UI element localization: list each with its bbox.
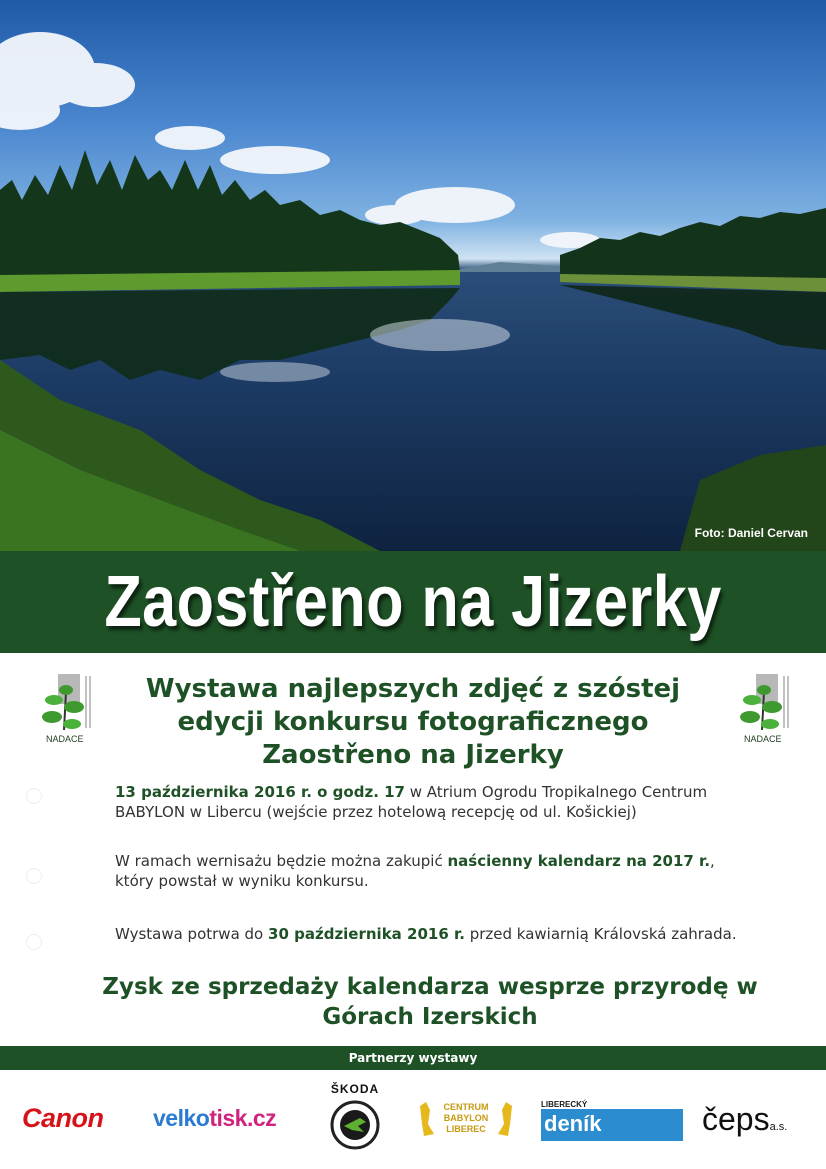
ceps-suffix: a.s. [769, 1121, 788, 1133]
velkotisk-logo-part: velko [153, 1105, 210, 1131]
calendar-highlight: naścienny kalendarz na 2017 r. [447, 852, 711, 870]
calendar-paragraph [115, 851, 755, 891]
velkotisk-logo [153, 1105, 276, 1132]
lake-forest-illustration [0, 0, 826, 551]
babylon-line: LIBEREC [446, 1124, 486, 1134]
opening-date: 13 października 2016 r. o godz. 17 [115, 783, 405, 801]
opening-date-paragraph [115, 782, 755, 822]
photo-credit: Foto: Daniel Cervan [694, 526, 808, 540]
skoda-wordmark: ŠKODA [330, 1082, 380, 1096]
babylon-line: CENTRUM [443, 1102, 489, 1112]
bullet-marker [26, 788, 42, 804]
babylon-line: BABYLON [443, 1113, 489, 1123]
landscape-photo [0, 0, 826, 551]
nadace-logo-left [24, 672, 106, 744]
closing-statement: Zysk ze sprzedaży kalendarza wesprze przyrodę w Górach Izerskich [102, 974, 758, 1030]
denik-top-label: LIBERECKÝ [541, 1100, 588, 1109]
ceps-wordmark: čeps [702, 1101, 770, 1137]
babylon-text [436, 1102, 496, 1135]
duration-text-end: przed kawiarnią Královská zahrada. [464, 925, 737, 943]
denik-wordmark: deník [541, 1109, 683, 1141]
calendar-text-start: W ramach wernisażu będzie można zakupić [115, 852, 448, 870]
skoda-logo [324, 1082, 386, 1154]
exhibition-headline: Wystawa najlepszych zdjęć z szóstej edycji konkursu fotograficznego Zaostřeno na Jizerky [145, 674, 681, 770]
opening-location: w Atrium Ogrodu Tropikalnego Centrum BABYLON w Libercu (wejście przez hotelową recepcję od ul. Košickiej) [115, 783, 708, 821]
ceps-logo [702, 1101, 787, 1138]
page-title: Zaostřeno na Jizerky [104, 562, 722, 642]
leaf-icon [722, 672, 804, 732]
calendar-text-end: , który powstał w wyniku konkursu. [115, 852, 715, 890]
velkotisk-logo-part: tisk.cz [209, 1105, 277, 1131]
duration-text-start: Wystawa potrwa do [115, 925, 269, 943]
skoda-emblem-icon [330, 1100, 380, 1150]
nadace-logo-right [722, 672, 804, 744]
nadace-label: NADACE [744, 734, 782, 744]
nadace-label: NADACE [46, 734, 84, 744]
canon-logo: Canon [22, 1103, 104, 1133]
leaf-icon [24, 672, 106, 732]
duration-paragraph [115, 924, 755, 944]
babylon-logo [416, 1100, 516, 1140]
title-band [0, 551, 826, 653]
partners-heading: Partnerzy wystawy [0, 1046, 826, 1070]
bullet-marker [26, 868, 42, 884]
denik-logo [541, 1100, 683, 1142]
end-date: 30 października 2016 r. [268, 925, 465, 943]
bullet-marker [26, 934, 42, 950]
